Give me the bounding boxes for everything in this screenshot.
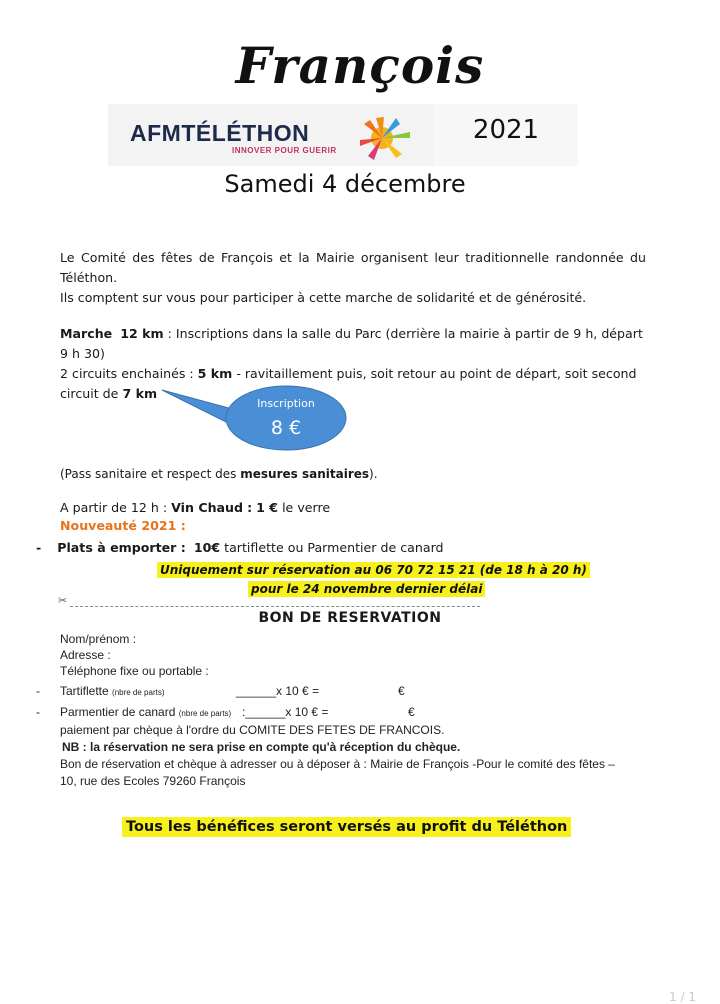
item1-dash: - (36, 684, 40, 698)
event-date: Samedi 4 décembre (224, 170, 466, 198)
marche-distance: 12 km (120, 326, 164, 341)
cut-line (60, 596, 480, 607)
sun-logo-icon (352, 108, 422, 164)
marche-paragraph (60, 324, 646, 364)
item1-hint: (nbre de parts) (112, 688, 165, 697)
circuits-paragraph (60, 364, 646, 404)
adresse-envoi-line-2: 10, rue des Ecoles 79260 François (60, 774, 246, 788)
vin-separator: : (247, 500, 253, 515)
intro-line-2: Ils comptent sur vous pour participer à cette marche de solidarité et de générosité. (60, 290, 587, 305)
bon-nom-label: Nom/prénom : (60, 632, 137, 646)
item2-calc: :______x 10 € = (242, 705, 329, 719)
nouveaute-label: Nouveauté 2021 : (60, 518, 186, 533)
sanitary-post: ). (369, 467, 378, 481)
item2-line (60, 704, 231, 722)
intro-line-1: Le Comité des fêtes de François et la Mairie organisent leur traditionnelle randonnée du Téléthon. (60, 250, 646, 285)
sanitary-pre: (Pass sanitaire et respect des (60, 467, 237, 481)
item1-name: Tartiflette (60, 684, 109, 698)
page-indicator: 1 / 1 (669, 990, 696, 1004)
bon-adresse-label: Adresse : (60, 648, 111, 662)
reservation-note-line-2 (248, 578, 485, 597)
circuit-2-distance: 7 km (122, 386, 158, 401)
marche-details: : Inscriptions dans la salle du Parc (derrière la mairie à partir de 9 h, départ 9 h 30) (60, 326, 643, 361)
item2-hint: (nbre de parts) (178, 709, 232, 718)
telethon-logo (108, 104, 434, 166)
bon-telephone-label: Téléphone fixe ou portable : (60, 664, 209, 678)
item2-dash: - (36, 705, 40, 719)
logo-text: AFMTÉLÉTHON (130, 120, 310, 146)
circuits-middle: - ravitaillement puis, soit retour au point de départ, soit second (236, 366, 637, 381)
item1-line (60, 683, 165, 701)
benefices-statement: Tous les bénéfices seront versés au profit du Téléthon (122, 817, 571, 837)
plats-description: tartiflette ou Parmentier de canard (224, 540, 444, 555)
plats-label: Plats à emporter : (57, 540, 186, 555)
plats-dash: - (36, 540, 42, 555)
inscription-label: Inscription (257, 397, 315, 410)
reservation-note-text-2: pour le 24 novembre dernier délai (248, 581, 485, 597)
item2-euro: € (408, 705, 415, 719)
plats-price: 10€ (193, 540, 221, 555)
vin-price: 1 € (256, 500, 279, 515)
vin-pre: A partir de 12 h : (60, 500, 168, 515)
adresse-envoi-line-1: Bon de réservation et chèque à adresser ou à déposer à : Mairie de François -Pour le comité des fêtes – (60, 757, 615, 771)
reservation-note-text-1: Uniquement sur réservation au 06 70 72 15 21 (de 18 h à 20 h) (157, 562, 590, 578)
plats-line (36, 538, 444, 558)
marche-label: Marche (60, 326, 113, 341)
inscription-price: 8 € (270, 417, 302, 439)
item2-name: Parmentier de canard (60, 705, 176, 719)
vin-chaud-line (60, 498, 330, 518)
sanitary-note (60, 464, 378, 484)
reservation-note-line-1 (157, 559, 590, 578)
year: 2021 (434, 104, 578, 166)
circuits-intro: 2 circuits enchainés : (60, 366, 194, 381)
vin-name: Vin Chaud (171, 500, 244, 515)
bon-title: BON DE RESERVATION (258, 610, 442, 626)
intro-paragraph (60, 248, 646, 308)
page-title: François (235, 36, 485, 95)
item1-euro: € (398, 684, 405, 698)
circuit-1-distance: 5 km (197, 366, 233, 381)
vin-post: le verre (282, 500, 331, 515)
scissors-icon: ✂ (58, 594, 68, 607)
logo-tagline: INNOVER POUR GUERIR (232, 146, 337, 155)
paiement-line: paiement par chèque à l'ordre du COMITE DES FETES DE FRANCOIS. (60, 723, 445, 737)
item1-calc: ______x 10 € = (236, 684, 320, 698)
circuits-intro-2: circuit de (60, 386, 119, 401)
nb-line: NB : la réservation ne sera prise en compte qu'à réception du chèque. (62, 740, 461, 754)
sanitary-bold: mesures sanitaires (240, 467, 370, 481)
